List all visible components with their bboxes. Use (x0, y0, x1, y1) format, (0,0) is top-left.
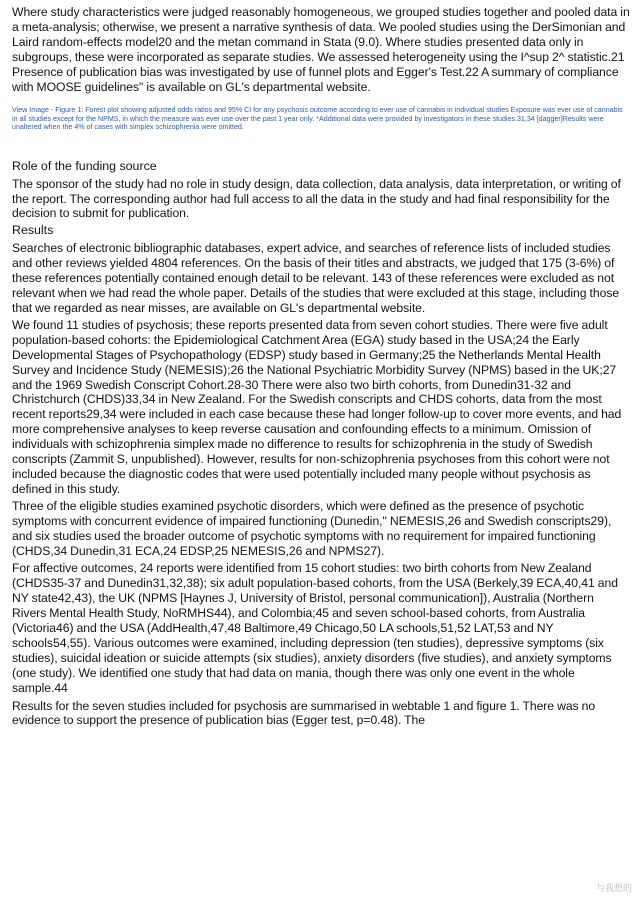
results-search-paragraph: Searches of electronic bibliographic databases, expert advice, and searches of reference lists of included studies and other reviews yielded 4804 references. On the basis of their titles and abstracts, we judged that 175 (3-6%) of these references potentially contained enough detail to be relevant. 143 of these references were excluded as not relevant when we had read the whole paper. Details of the studies that were excluded at this stage, including those that we regarded as near misses, are available on GL's departmental website. (12, 241, 620, 315)
results-psychosis-paragraph: We found 11 studies of psychosis; these reports presented data from seven cohort studies. There were five adult population-based cohorts: the Epidemiological Catchment Area (EGA) study based in the USA;24 the Early Developmental Stages of Psychopathology (EDSP) study based in Germany;25 the Netherlands Mental Health Survey and Incidence Study (NEMESIS);26 the National Psychiatric Morbidity Survey (NPMS) based in the UK;27 and the 1969 Swedish Conscript Cohort.28-30 There were also two birth cohorts, from Dunedin31-32 and Christchurch (CHDS)33,34 in New Zealand. For the Swedish conscripts and CHDS cohorts, data from the most recent reports29,34 were included in each case because these had longer follow-up to cover more events, and had more comprehensive analyses to keep reverse causation and confounding effects to a minimum. Omission of individuals with schizophrenia simplex made no difference to results for schizophrenia in the study of Swedish conscripts (Zammit S, unpublished). However, results for non-schizophrenia psychoses from this cohort were not included because the diagnostic codes that were used potentially included many people without psychosis as defined in this study. (12, 317, 622, 496)
methods-pooling-paragraph: Where study characteristics were judged reasonably homogeneous, we grouped studies together and pooled data in a meta-analysis; otherwise, we present a narrative synthesis of data. We pooled studies using the DerSimonian and Laird random-effects model20 and the metan command in Stata (9.0). Where studies presented data only in subgroups, these were incorporated as separate studies. We assessed heterogeneity using the I^sup 2^ statistic.21 Presence of publication bias was investigated by use of funnel plots and Egger's Test.22 A summary of compliance with MOOSE guidelines" is available on GL's departmental website. (12, 5, 630, 94)
watermark: 与我想的 (595, 884, 632, 894)
figure-caption-link[interactable] (12, 106, 630, 131)
results-heading: Results (12, 223, 54, 238)
funding-paragraph: The sponsor of the study had no role in study design, data collection, data analysis, data interpretation, or writing of the report. The corresponding author had full access to all the data in the study and had final responsibility for the decision to submit for publication. (12, 176, 621, 221)
results-disorders-paragraph: Three of the eligible studies examined psychotic disorders, which were defined as the presence of psychotic symptoms with concurrent evidence of impaired functioning (Dunedin," NEMESIS,26 and Swedish conscripts29), and six studies used the broader outcome of psychotic symptoms with no requirement for impaired functioning (CHDS,34 Dunedin,31 ECA,24 EDSP,25 NEMESIS,26 and NPMS27). (12, 498, 612, 558)
results-summary-paragraph: Results for the seven studies included for psychosis are summarised in webtable 1 and figure 1. There was no evidence to support the presence of publication bias (Egger test, p=0.48). The (12, 698, 596, 728)
funding-heading: Role of the funding source (12, 158, 157, 173)
figure-caption-text: View Image - Figure 1: Forest plot showing adjusted odds ratios and 95% CI for any psychosis outcome according to ever use of cannabis in individual studies Exposure was ever use of cannabis in all studies except for the NPMS, in which the measure was ever use over the past 1 year only. *Additional data were provided by investigators in these studies.31,34 [dagger]Results were unaltered when the 4% of cases with simplex schizophrenia were omitted. (12, 106, 623, 132)
results-affective-paragraph: For affective outcomes, 24 reports were identified from 15 cohort studies: two birth cohorts from New Zealand (CHDS35-37 and Dunedin31,32,38); six adult population-based cohorts, from the USA (Berkely,39 ECA,40,41 and NY state42,43), the UK (NPMS [Haynes J, University of Bristol, personal communication]), Australia (Northern Rivers Mental Health Study, NoRMHS44), and Colombia;45 and seven school-based cohorts, from Australia (Victoria46) and the USA (AddHealth,47,48 Baltimore,49 Chicago,50 LA schools,51,52 LAT,53 and NY schools54,55). Various outcomes were examined, including depression (ten studies), depressive symptoms (six studies), suicidal ideation or suicide attempts (six studies), anxiety disorders (five studies), and anxiety symptoms (one study). We identified one study that had data on mania, though there was only one event in the whole sample.44 (12, 561, 618, 695)
